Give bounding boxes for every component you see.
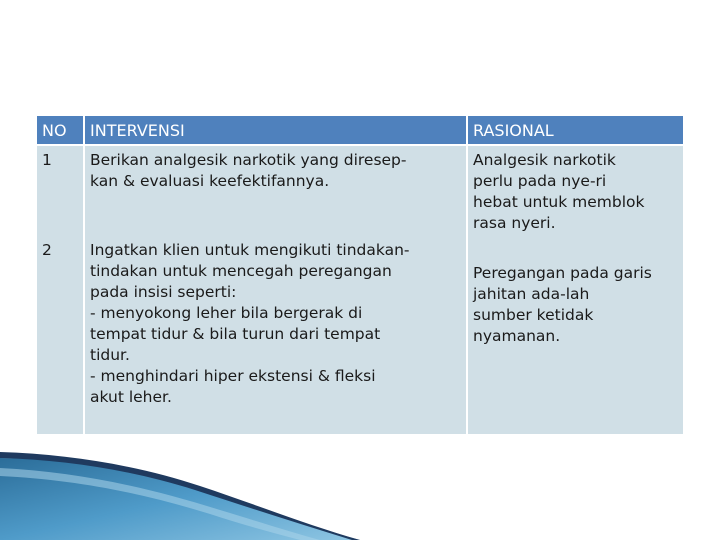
- table-row: [37, 238, 683, 434]
- table-header-row: [37, 116, 683, 145]
- cell-no: [37, 238, 84, 434]
- row-2-intervensi: Ingatkan klien untuk mengikuti tindakan- tindakan untuk mencegah peregangan pada insisi seperti: - menyokong leher bila bergerak di tempat tidur & bila turun dari tempat tidur. - menghindari hiper ekstensi & fleksi akut leher.: [90, 241, 410, 406]
- header-rasional: RASIONAL: [467, 116, 683, 145]
- row-1-no: 1: [42, 151, 52, 169]
- cell-rasional: [467, 238, 683, 434]
- cell-intervensi: [84, 145, 467, 238]
- cell-no: [37, 145, 84, 238]
- cell-intervensi: [84, 238, 467, 434]
- header-no: NO: [37, 116, 84, 145]
- row-2-rasional: Peregangan pada garis jahitan ada-lah sumber ketidak nyamanan.: [473, 264, 652, 345]
- cell-rasional: [467, 145, 683, 238]
- row-1-intervensi: Berikan analgesik narkotik yang diresep- kan & evaluasi keefektifannya.: [90, 151, 407, 190]
- row-2-no: 2: [42, 241, 52, 259]
- intervention-table: [37, 116, 683, 434]
- table-row: [37, 145, 683, 238]
- decorative-swoosh: [0, 444, 360, 540]
- row-1-rasional: Analgesik narkotik perlu pada nye-ri hebat untuk memblok rasa nyeri.: [473, 151, 645, 232]
- header-intervensi: INTERVENSI: [84, 116, 467, 145]
